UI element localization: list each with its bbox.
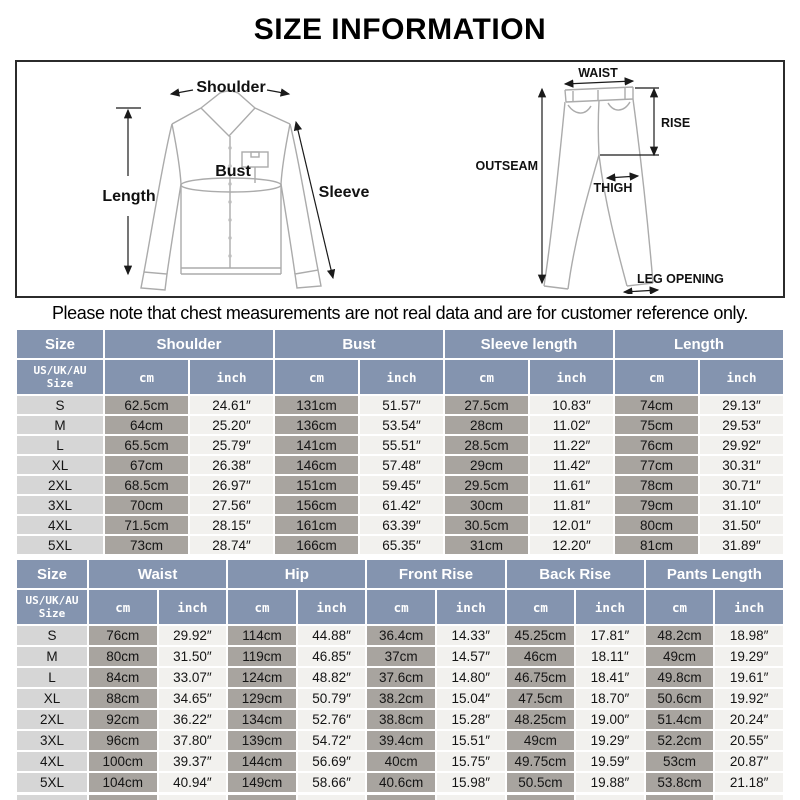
inch-value: 40.94″: [159, 773, 227, 792]
sleeve-label: Sleeve: [318, 184, 370, 201]
cm-value: 47.5cm: [507, 689, 575, 708]
size-subheader-line2: Size: [38, 607, 66, 620]
inch-value: 30.31″: [700, 456, 783, 474]
size-subheader-line1: US/UK/AU: [33, 364, 87, 377]
cm-value: 29.5cm: [445, 476, 528, 494]
unit-header-inch: inch: [576, 590, 644, 624]
inch-value: 19.29″: [576, 731, 644, 750]
measurement-group-header: Pants Length: [646, 560, 783, 588]
cm-value: 131cm: [275, 396, 358, 414]
inch-value: 15.04″: [437, 689, 505, 708]
unit-header-cm: cm: [445, 360, 528, 394]
inch-value: 54.72″: [298, 731, 366, 750]
cm-value: 40cm: [367, 752, 435, 771]
inch-value: 18.98″: [715, 626, 783, 645]
size-row: [17, 773, 783, 792]
cm-value: 51.4cm: [646, 710, 714, 729]
inch-value: 15.98″: [437, 773, 505, 792]
unit-header-inch: inch: [530, 360, 613, 394]
size-row: [17, 647, 783, 666]
cm-value: 29cm: [445, 456, 528, 474]
measurement-group-header: Back Rise: [507, 560, 644, 588]
cm-value: 68.5cm: [105, 476, 188, 494]
inch-value: 19.61″: [715, 668, 783, 687]
unit-header-inch: inch: [437, 590, 505, 624]
cm-value: 49cm: [646, 647, 714, 666]
size-row: [17, 689, 783, 708]
size-row: [17, 456, 783, 474]
unit-header-cm: cm: [615, 360, 698, 394]
inch-value: 14.33″: [437, 626, 505, 645]
cm-value: 49.75cm: [507, 752, 575, 771]
size-row: [17, 516, 783, 534]
cutoff-row-hint: [15, 795, 783, 800]
cm-value: 37cm: [367, 647, 435, 666]
size-label: 3XL: [17, 496, 103, 514]
inch-value: 46.85″: [298, 647, 366, 666]
cm-value: 49cm: [507, 731, 575, 750]
cm-value: 38.8cm: [367, 710, 435, 729]
inch-value: 28.74″: [190, 536, 273, 554]
cm-value: 80cm: [89, 647, 157, 666]
measurement-group-header: Front Rise: [367, 560, 504, 588]
inch-value: 25.79″: [190, 436, 273, 454]
cm-value: 100cm: [89, 752, 157, 771]
cm-value: 92cm: [89, 710, 157, 729]
inch-value: 29.13″: [700, 396, 783, 414]
inch-value: 20.24″: [715, 710, 783, 729]
cm-value: 114cm: [228, 626, 296, 645]
cm-value: 27.5cm: [445, 396, 528, 414]
unit-header-inch: inch: [360, 360, 443, 394]
inch-value: 12.20″: [530, 536, 613, 554]
size-row: [17, 396, 783, 414]
size-label: M: [17, 416, 103, 434]
size-label: XL: [17, 689, 87, 708]
size-label: 4XL: [17, 516, 103, 534]
size-row: [17, 752, 783, 771]
cm-value: 104cm: [89, 773, 157, 792]
size-subheader: [17, 590, 87, 624]
cm-value: 50.6cm: [646, 689, 714, 708]
inch-value: 20.87″: [715, 752, 783, 771]
cm-value: 62.5cm: [105, 396, 188, 414]
inch-value: 11.22″: [530, 436, 613, 454]
inch-value: 25.20″: [190, 416, 273, 434]
cm-value: 48.25cm: [507, 710, 575, 729]
cm-value: 39.4cm: [367, 731, 435, 750]
size-label: S: [17, 626, 87, 645]
waist-label: WAIST: [578, 66, 618, 80]
cm-value: 74cm: [615, 396, 698, 414]
inch-value: 20.55″: [715, 731, 783, 750]
inch-value: 19.00″: [576, 710, 644, 729]
inch-value: 15.28″: [437, 710, 505, 729]
inch-value: 19.59″: [576, 752, 644, 771]
cm-value: 52.2cm: [646, 731, 714, 750]
inch-value: 31.10″: [700, 496, 783, 514]
cm-value: 46cm: [507, 647, 575, 666]
inch-value: 14.57″: [437, 647, 505, 666]
cm-value: 146cm: [275, 456, 358, 474]
inch-value: 36.22″: [159, 710, 227, 729]
inch-value: 11.42″: [530, 456, 613, 474]
cm-value: 134cm: [228, 710, 296, 729]
cm-value: 30cm: [445, 496, 528, 514]
inch-value: 59.45″: [360, 476, 443, 494]
cm-value: 79cm: [615, 496, 698, 514]
cm-value: 119cm: [228, 647, 296, 666]
size-subheader-line2: Size: [46, 377, 74, 390]
inch-value: 27.56″: [190, 496, 273, 514]
note-text: Please note that chest measurements are not real data and are for customer reference only.: [51, 303, 749, 323]
size-row: [17, 731, 783, 750]
cm-value: 78cm: [615, 476, 698, 494]
cm-value: 48.2cm: [646, 626, 714, 645]
measurement-group-header: Length: [615, 330, 783, 358]
size-label: 5XL: [17, 773, 87, 792]
inch-value: 31.50″: [700, 516, 783, 534]
pants-illustration: [397, 64, 783, 294]
shoulder-label: Shoulder: [196, 79, 266, 96]
cm-value: 156cm: [275, 496, 358, 514]
size-label: 2XL: [17, 476, 103, 494]
page-title: SIZE INFORMATION: [253, 13, 547, 46]
inch-value: 19.88″: [576, 773, 644, 792]
cm-value: 84cm: [89, 668, 157, 687]
cm-value: 28cm: [445, 416, 528, 434]
cm-value: 81cm: [615, 536, 698, 554]
inch-value: 52.76″: [298, 710, 366, 729]
cm-value: 49.8cm: [646, 668, 714, 687]
cm-value: 76cm: [615, 436, 698, 454]
unit-header-cm: cm: [89, 590, 157, 624]
size-row: [17, 476, 783, 494]
cm-value: 45.25cm: [507, 626, 575, 645]
inch-value: 18.70″: [576, 689, 644, 708]
unit-header-cm: cm: [507, 590, 575, 624]
cm-value: 40.6cm: [367, 773, 435, 792]
cm-value: 76cm: [89, 626, 157, 645]
cm-value: 50.5cm: [507, 773, 575, 792]
size-row: [17, 436, 783, 454]
inch-value: 63.39″: [360, 516, 443, 534]
inch-value: 18.41″: [576, 668, 644, 687]
inch-value: 26.38″: [190, 456, 273, 474]
inch-value: 65.35″: [360, 536, 443, 554]
inch-value: 33.07″: [159, 668, 227, 687]
cm-value: 129cm: [228, 689, 296, 708]
size-label: 2XL: [17, 710, 87, 729]
inch-value: 28.15″: [190, 516, 273, 534]
cm-value: 64cm: [105, 416, 188, 434]
inch-value: 37.80″: [159, 731, 227, 750]
size-subheader-line1: US/UK/AU: [25, 594, 79, 607]
cm-value: 38.2cm: [367, 689, 435, 708]
size-row: [17, 496, 783, 514]
size-label: S: [17, 396, 103, 414]
inch-value: 34.65″: [159, 689, 227, 708]
cm-value: 141cm: [275, 436, 358, 454]
cm-value: 139cm: [228, 731, 296, 750]
inch-value: 18.11″: [576, 647, 644, 666]
size-label: 4XL: [17, 752, 87, 771]
inch-value: 44.88″: [298, 626, 366, 645]
cm-value: 70cm: [105, 496, 188, 514]
inch-value: 10.83″: [530, 396, 613, 414]
inch-value: 50.79″: [298, 689, 366, 708]
cm-value: 77cm: [615, 456, 698, 474]
inch-value: 55.51″: [360, 436, 443, 454]
unit-header-cm: cm: [275, 360, 358, 394]
inch-value: 29.53″: [700, 416, 783, 434]
bust-label: Bust: [215, 163, 251, 180]
inch-value: 11.81″: [530, 496, 613, 514]
cm-value: 65.5cm: [105, 436, 188, 454]
cm-value: 30.5cm: [445, 516, 528, 534]
measurement-diagram-panel: [15, 60, 785, 298]
size-label: XL: [17, 456, 103, 474]
cm-value: 151cm: [275, 476, 358, 494]
inch-value: 31.50″: [159, 647, 227, 666]
rise-label: RISE: [661, 116, 691, 130]
inch-value: 31.89″: [700, 536, 783, 554]
unit-header-cm: cm: [228, 590, 296, 624]
cm-value: 73cm: [105, 536, 188, 554]
size-row: [17, 416, 783, 434]
cm-value: 136cm: [275, 416, 358, 434]
cm-value: 124cm: [228, 668, 296, 687]
measurement-group-header: Sleeve length: [445, 330, 613, 358]
cm-value: 161cm: [275, 516, 358, 534]
inch-value: 11.61″: [530, 476, 613, 494]
inch-value: 15.75″: [437, 752, 505, 771]
unit-header-inch: inch: [715, 590, 783, 624]
thigh-label: THIGH: [593, 181, 633, 195]
inch-value: 30.71″: [700, 476, 783, 494]
measurement-group-header: Bust: [275, 330, 443, 358]
cm-value: 96cm: [89, 731, 157, 750]
inch-value: 39.37″: [159, 752, 227, 771]
inch-value: 19.92″: [715, 689, 783, 708]
inch-value: 29.92″: [700, 436, 783, 454]
size-label: L: [17, 668, 87, 687]
size-label: 3XL: [17, 731, 87, 750]
inch-value: 24.61″: [190, 396, 273, 414]
size-row: [17, 536, 783, 554]
size-label: L: [17, 436, 103, 454]
shirt-outline: [141, 91, 321, 290]
size-row: [17, 626, 783, 645]
size-subheader: [17, 360, 103, 394]
inch-value: 17.81″: [576, 626, 644, 645]
cm-value: 166cm: [275, 536, 358, 554]
size-column-header: Size: [17, 560, 87, 588]
unit-header-cm: cm: [367, 590, 435, 624]
cm-value: 46.75cm: [507, 668, 575, 687]
inch-value: 26.97″: [190, 476, 273, 494]
inch-value: 57.48″: [360, 456, 443, 474]
unit-header-inch: inch: [159, 590, 227, 624]
inch-value: 53.54″: [360, 416, 443, 434]
size-label: M: [17, 647, 87, 666]
size-row: [17, 668, 783, 687]
unit-header-cm: cm: [646, 590, 714, 624]
inch-value: 14.80″: [437, 668, 505, 687]
cm-value: 37.6cm: [367, 668, 435, 687]
cm-value: 75cm: [615, 416, 698, 434]
cm-value: 31cm: [445, 536, 528, 554]
length-label: Length: [102, 188, 156, 205]
measurement-group-header: Hip: [228, 560, 365, 588]
inch-value: 51.57″: [360, 396, 443, 414]
unit-header-inch: inch: [700, 360, 783, 394]
measurement-group-header: Shoulder: [105, 330, 273, 358]
cm-value: 144cm: [228, 752, 296, 771]
inch-value: 29.92″: [159, 626, 227, 645]
size-column-header: Size: [17, 330, 103, 358]
cm-value: 67cm: [105, 456, 188, 474]
inch-value: 58.66″: [298, 773, 366, 792]
cm-value: 53.8cm: [646, 773, 714, 792]
shirt-illustration: [17, 64, 397, 294]
cm-value: 53cm: [646, 752, 714, 771]
inch-value: 11.02″: [530, 416, 613, 434]
size-label: 5XL: [17, 536, 103, 554]
cm-value: 28.5cm: [445, 436, 528, 454]
inch-value: 15.51″: [437, 731, 505, 750]
cm-value: 88cm: [89, 689, 157, 708]
inch-value: 56.69″: [298, 752, 366, 771]
size-row: [17, 710, 783, 729]
cm-value: 149cm: [228, 773, 296, 792]
inch-value: 21.18″: [715, 773, 783, 792]
unit-header-inch: inch: [190, 360, 273, 394]
cm-value: 71.5cm: [105, 516, 188, 534]
measurement-group-header: Waist: [89, 560, 226, 588]
shirt-size-table: [15, 328, 785, 556]
cm-value: 36.4cm: [367, 626, 435, 645]
leg-opening-label: LEG OPENING: [637, 272, 724, 286]
inch-value: 61.42″: [360, 496, 443, 514]
cm-value: 80cm: [615, 516, 698, 534]
unit-header-cm: cm: [105, 360, 188, 394]
inch-value: 19.29″: [715, 647, 783, 666]
inch-value: 12.01″: [530, 516, 613, 534]
pants-size-table: [15, 558, 785, 794]
outseam-label: OUTSEAM: [475, 159, 538, 173]
inch-value: 48.82″: [298, 668, 366, 687]
unit-header-inch: inch: [298, 590, 366, 624]
